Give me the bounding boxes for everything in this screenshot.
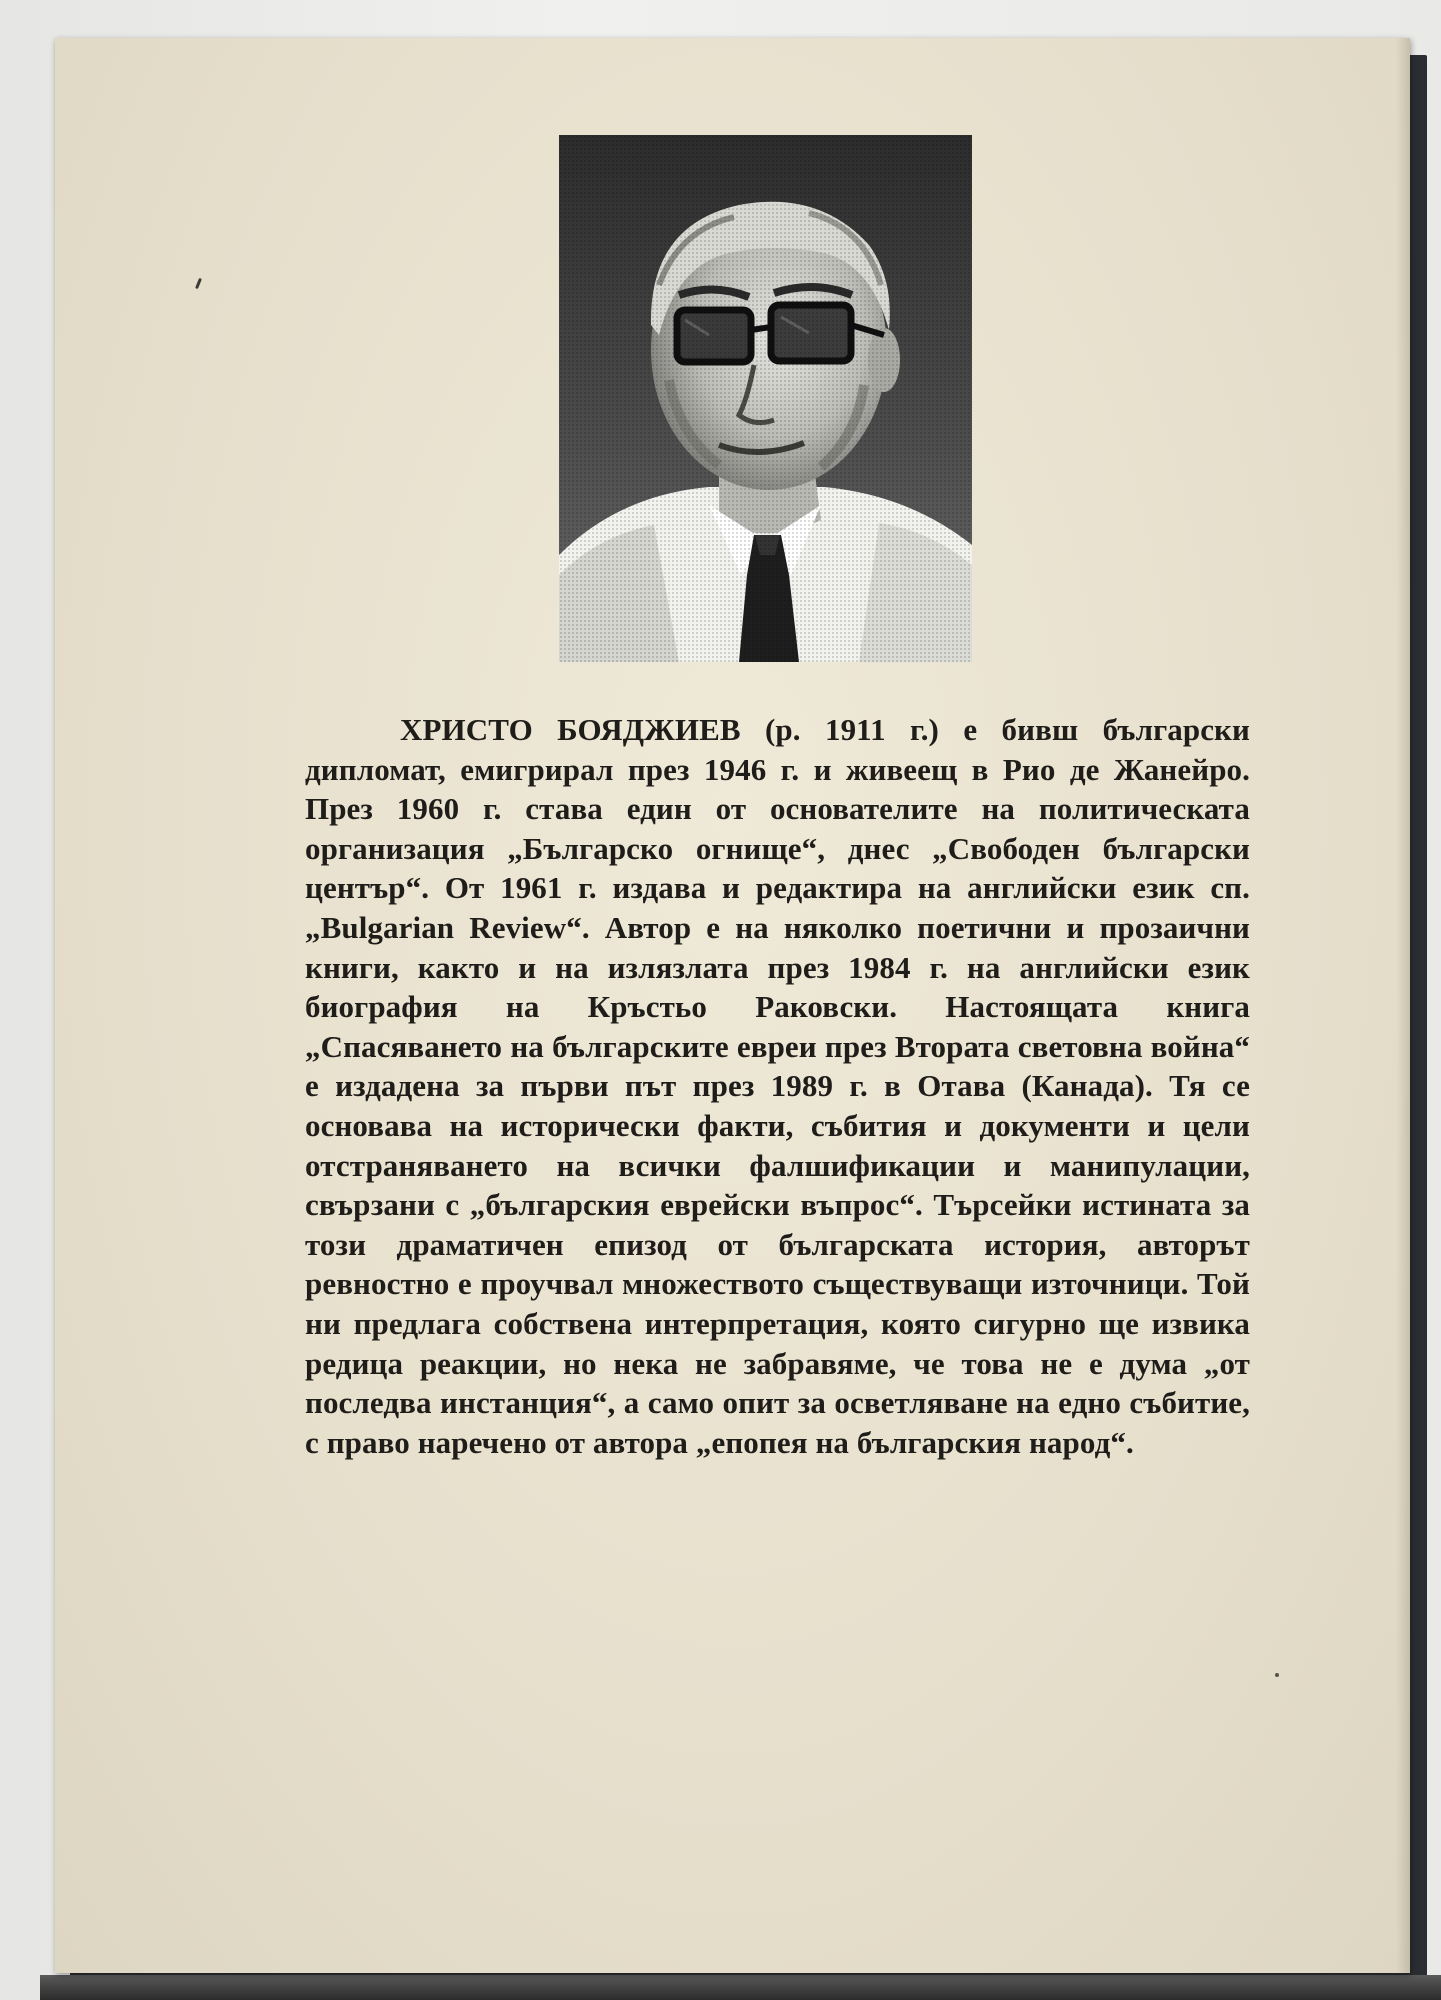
dust-speck — [1275, 1673, 1279, 1677]
pencil-mark — [195, 278, 202, 289]
author-bio-text: ХРИСТО БОЯДЖИЕВ (р. 1911 г.) е бивш български дипломат, емигрирал през 1946 г. и живеещ в Рио де Жанейро. През 1960 г. става един от основателите на политическата организация „Българско огнище“, днес „Свободен български център“. От 1961 г. издава и редактира на английски език сп. „Bulgarian Review“. Автор е на няколко поетични и прозаични книги, както и на излязлата през 1984 г. на английски език биография на Кръстьо Раковски. Настоящата книга „Спасяването на българските евреи през Втората световна война“ е издадена за първи път през 1989 г. в Отава (Канада). Тя се основава на исторически факти, събития и документи и цели отстраняването на всички фалшификации и манипулации, свързани с „българския еврейски въпрос“. Търсейки истината за този драматичен епизод от българската история, авторът ревностно е проучвал множеството съществуващи източници. Той ни предлага собствена интерпретация, която сигурно ще извика редица реакции, но нека не забравяме, че това не е дума „от последва инстанция“, а само опит за осветляване на едно събитие, с право наречено от автора „епопея на българския народ“. — [305, 712, 1250, 1460]
page-edge-shadow — [1396, 38, 1410, 1973]
bottom-shadow — [40, 1975, 1441, 2000]
author-portrait — [559, 135, 972, 662]
